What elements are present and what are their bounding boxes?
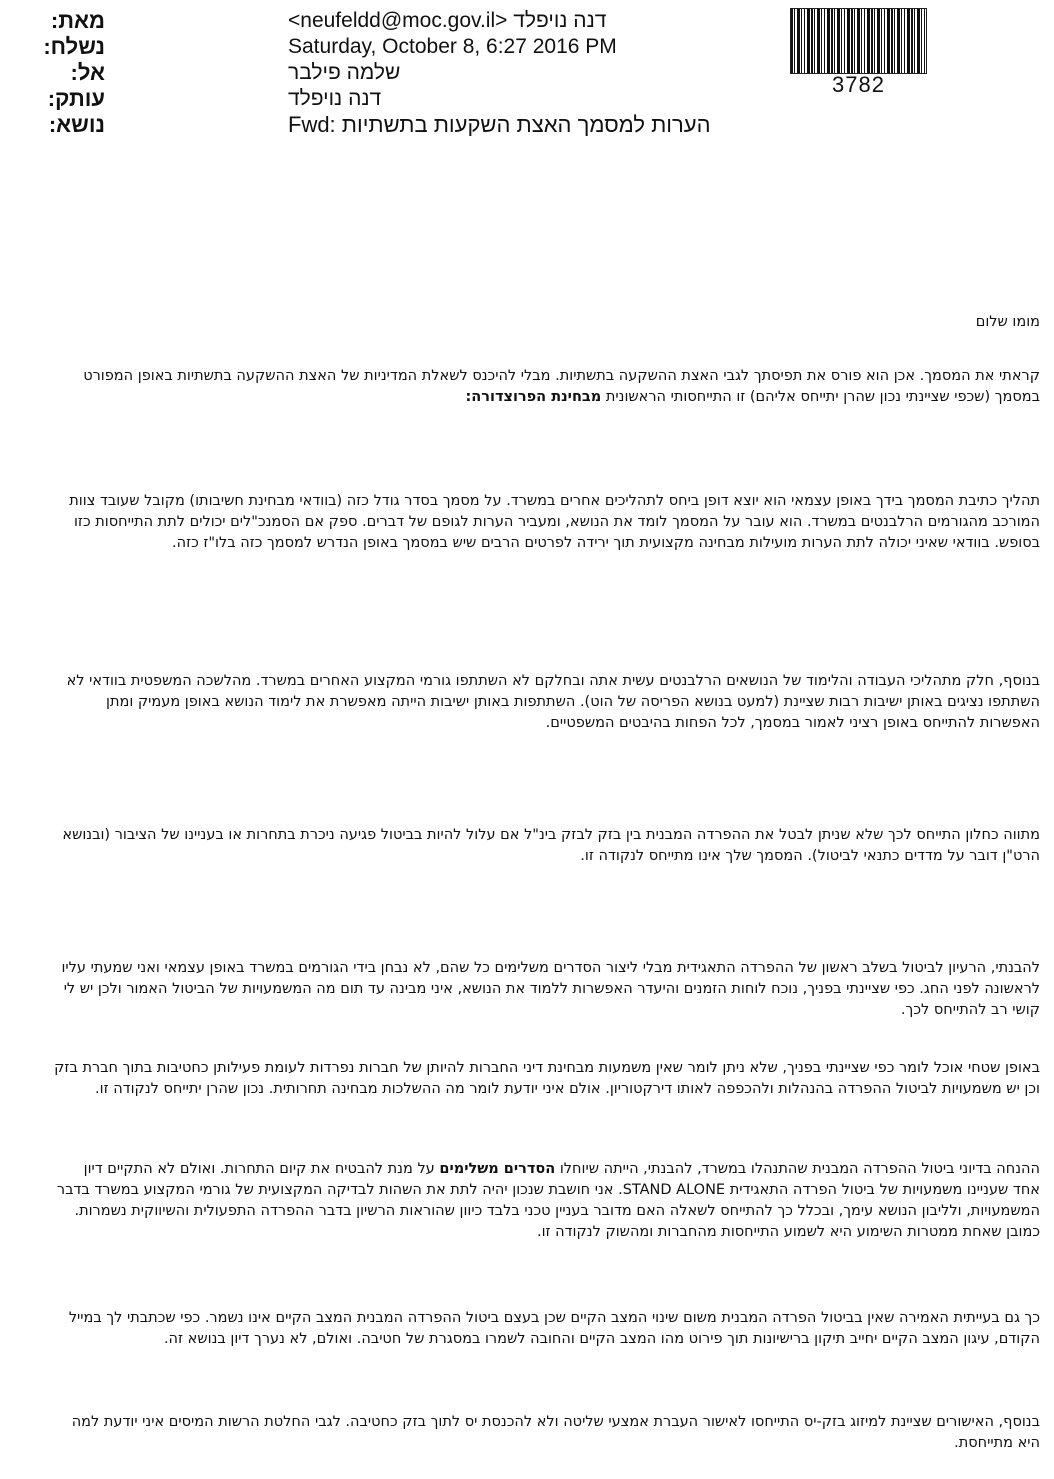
- paragraph-corporate-separation: להבנתי, הרעיון לביטול בשלב ראשון של ההפרדה התאגידית מבלי ליצור הסדרים משלימים כל שהם, לא נבחן בידי הגורמים במשרד באופן עצמאי ואני שמעתי עליו לראשונה לפני החג. כפי שציינתי בפניך, נוכח לוחות הזמנים והיעדר האפשרות ללמוד את הנושא, איני מבינה עד תום מה המשמעויות של הביטול האמור ולכן יש לי קושי רב להתייחס לכך.: [61, 960, 1040, 1018]
- paragraph-approvals: בנוסף, האישורים שציינת למיזוג בזק-יס התייחסו לאישור העברת אמצעי שליטה ולא להכנסת יס לתוך בזק כחטיבה. לגבי החלטת הרשות המיסים איני יודעת למה היא מתייחסת.: [71, 1414, 1040, 1451]
- paragraph-bold: הסדרים משלימים: [439, 1161, 556, 1177]
- paragraph-status-quo: כך גם בעייתית האמירה שאין בביטול הפרדה המבנית משום שינוי המצב הקיים שכן בעצם ביטול ההפרדה המבנית המצב הקיים אינו נשמר. כפי שכתבתי לך במייל הקודם, עיגון המצב הקיים יחייב תיקון ברישיונות תוך פירוט מהו המצב הקיים והחובה לשמרו במסגרת של חטיבה. ואולם, לא נערך דיון בנושא זה.: [68, 1310, 1040, 1347]
- to-label: אל:: [70, 60, 105, 85]
- paragraph-text-a: ההנחה בדיוני ביטול ההפרדה המבנית שהתנהלו במשרד, להבנתי, הייתה שיוחלו: [559, 1161, 1040, 1177]
- to-value-text: שלמה פילבר: [288, 61, 401, 84]
- barcode-icon: [790, 8, 927, 74]
- document-number: 3782: [832, 72, 885, 97]
- paragraph-text-c: . אני חושבת שנכון יהיה לתת את השהות לבדיקה המקצועית של גורמי המקצוע במשרד בדבר המשמעויות, ולליבון הנושא עימך, ובכלל כך להתייחס לשאלה האם מדובר בעניין טכני בלבד כיוון שהוראות הרשיון בדבר ההפרדה התפעולית והשיווקית נשמרות. כמובן שאחת ממטרות השימוע היא לשמוע התייחסות מהחברות ומהשוק לנקודה זו.: [56, 1182, 1040, 1240]
- paragraph-complementary-arrangements: [52, 1159, 1040, 1243]
- paragraph-writing-process: תהליך כתיבת המסמך בידך באופן עצמאי הוא יוצא דופן ביחס לתהליכים אחרים במשרד. על מסמך בסדר גודל כזה (בוודאי מבחינת חשיבותו) מקובל שעובד צוות המורכב מהגורמים הרלבנטים במשרד. הוא עובר על המסמך לומד את הנושא, ומעביר הערות לגופם של דברים. ספק אם הסמנכ"לים יכולים לתת התייחסות כזו בסופש. בוודאי שאיני יכולה לתת הערות מועילות מבחינה מקצועית תוך ירידה לפרטים הרבים שיש במסמך באופן הנדרש למסמך כזה בלו"ז כזה.: [69, 493, 1040, 551]
- cc-label: עותק:: [47, 86, 105, 111]
- paragraph-kahlon-outline: מתווה כחלון התייחס לכך שלא שניתן לבטל את ההפרדה המבנית בין בזק לבזק בינ"ל אם עלול להיות בביטול פגיעה ניכרת בתחרות או בעניינו של הציבור (ובנושא הרט"ן דובר על מדדים כתנאי לביטול). המסמך שלך אינו מתייחס לנקודה זו.: [62, 827, 1040, 864]
- sent-value: Saturday, October 8, 6:27 2016 PM: [288, 35, 617, 58]
- subject-value: [288, 112, 711, 138]
- paragraph-text: קראתי את המסמך. אכן הוא פורס את תפיסתך לגבי האצת ההשקעה בתשתיות. מבלי להיכנס לשאלת המדיניות של האצת ההשקעה בתשתיות באופן המפורט במסמך (שכפי שציינתי נכון שהרן יתייחס אליהם) זו התייחסותי הראשונית: [83, 368, 1040, 405]
- to-value: [288, 60, 400, 86]
- from-label: מאת:: [50, 8, 105, 33]
- subject-label: נושא:: [48, 112, 105, 137]
- cc-value-text: דנה נויפלד: [288, 87, 382, 110]
- greeting: מומו שלום: [975, 314, 1040, 330]
- from-value: [288, 8, 606, 34]
- paragraph-procedure-intro: [52, 366, 1040, 408]
- paragraph-english: STAND ALONE: [622, 1182, 726, 1198]
- from-value-text: דנה נויפלד <neufeldd@moc.gov.il>: [288, 9, 607, 32]
- cc-value: [288, 86, 381, 112]
- subject-value-text: Fwd: הערות למסמך האצת השקעות בתשתיות: [288, 112, 711, 137]
- paragraph-bold: מבחינת הפרוצדורה:: [465, 389, 602, 405]
- paragraph-text-b: על מנת להבטיח את קיום התחרות. ואולם לא התקיים דיון אחד שעניינו משמעויות של ביטול הפרדה התאגידית: [83, 1161, 1040, 1198]
- sent-label: נשלח:: [43, 34, 105, 59]
- paragraph-meetings: בנוסף, חלק מתהליכי העבודה והלימוד של הנושאים הרלבנטים עשית אתה ובחלקם לא השתתפו גורמי המקצוע האחרים במשרד. מהלשכה המשפטית בוודאי לא השתתפו נציגים באותן ישיבות רבות שציינת (למעט בנושא הפריסה של הוט). השתתפות באותן ישיבות הייתה מאפשרת את לימוד הנושא באופן מעמיק ומתן האפשרות להתייחס באופן רציני לאמור במסמך, לכל הפחות בהיבטים המשפטיים.: [66, 673, 1040, 731]
- paragraph-companies-law: באופן שטחי אוכל לומר כפי שציינתי בפניך, שלא ניתן לומר שאין משמעות מבחינת דיני החברות להיותן של חברות נפרדות לעומת פעילותן כחטיבות בתוך חברת בזק וכן יש משמעויות לביטול ההפרדה בהנהלות ולהכפפה לאותו דירקטוריון. אולם איני יודעת לומר מה ההשלכות מבחינה תחרותית. נכון שהרן יתייחס לנקודה זו.: [54, 1060, 1040, 1097]
